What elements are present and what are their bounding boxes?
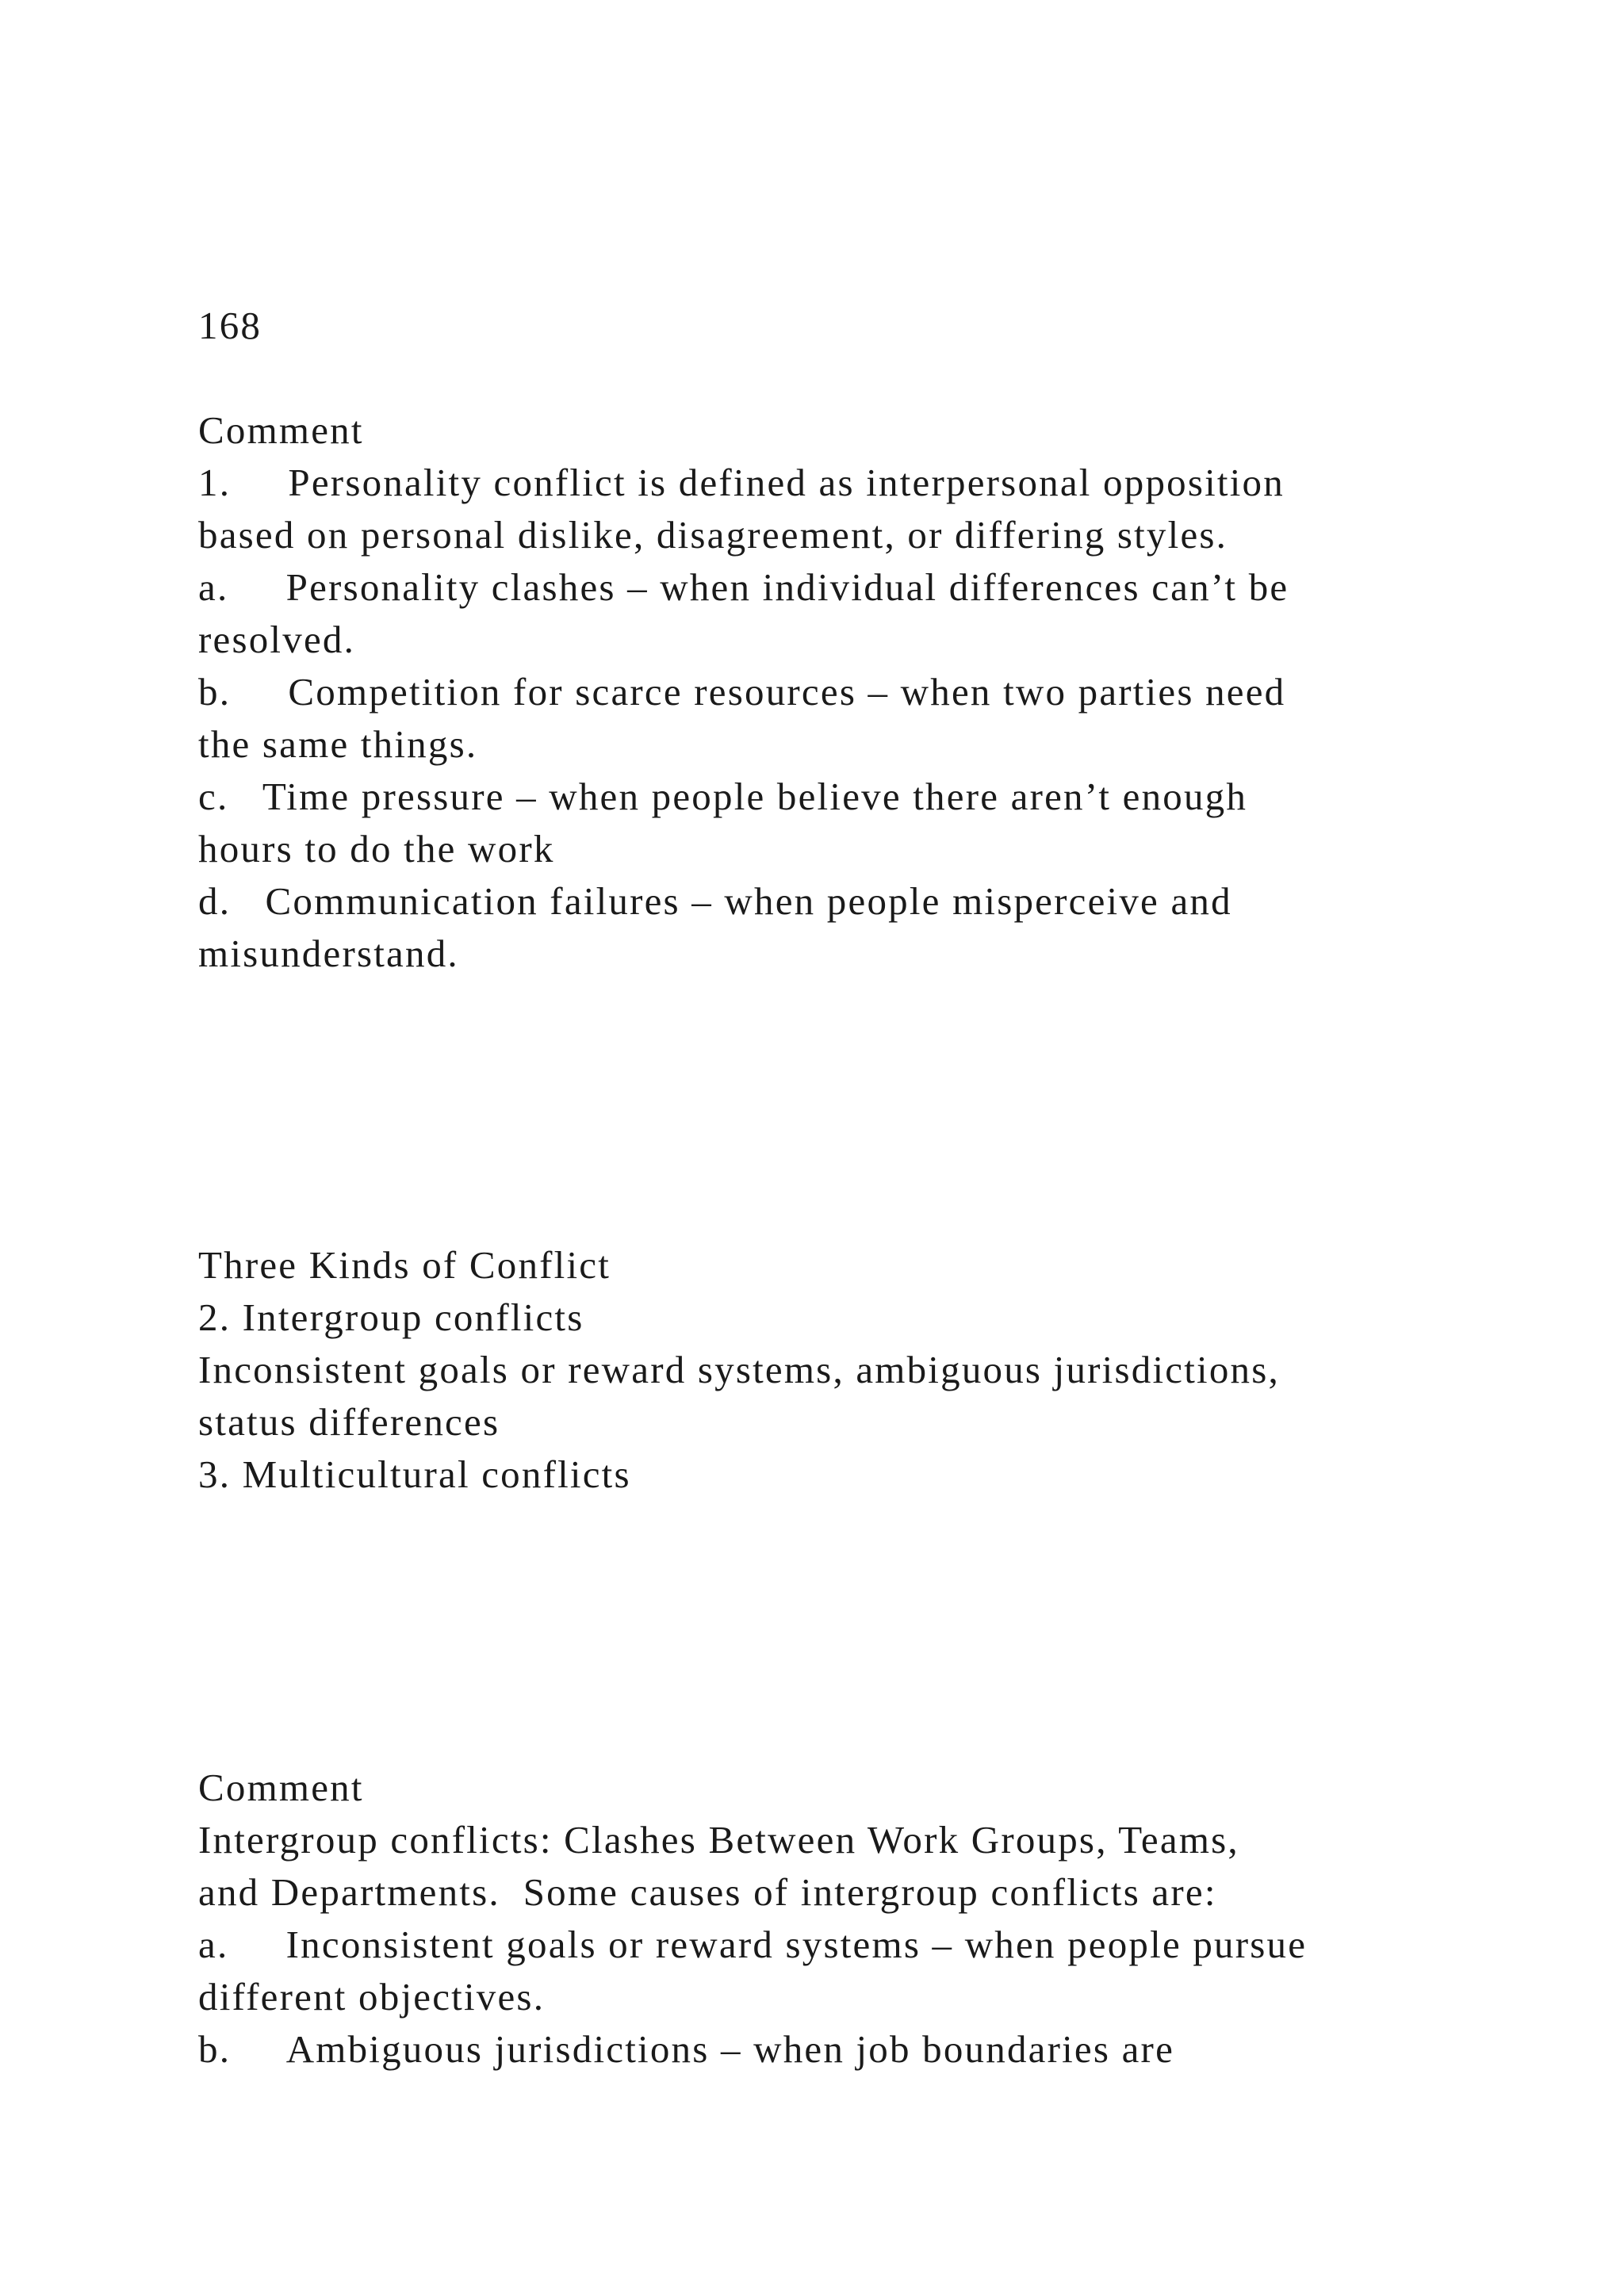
section-1-line: b. Competition for scarce resources – when two parties need [198, 670, 1286, 714]
section-1-line: d. Communication failures – when people misperceive and [198, 879, 1232, 923]
section-1-heading: Comment [198, 408, 364, 452]
section-3-heading: Comment [198, 1766, 364, 1809]
section-1-line: misunderstand. [198, 932, 459, 975]
section-1-line: a. Personality clashes – when individual differences can’t be [198, 565, 1289, 609]
section-2-line: 2. Intergroup conflicts [198, 1295, 584, 1339]
section-2-line: status differences [198, 1400, 500, 1444]
page-number: 168 [198, 304, 262, 347]
section-3-line: different objectives. [198, 1975, 546, 2019]
section-1-line: resolved. [198, 618, 356, 661]
section-1-line: hours to do the work [198, 827, 555, 871]
section-2-heading: Three Kinds of Conflict [198, 1243, 611, 1287]
section-1-line: c. Time pressure – when people believe there aren’t enough [198, 775, 1248, 818]
section-1-line: based on personal dislike, disagreement, or differing styles. [198, 513, 1228, 557]
section-2-line: 3. Multicultural conflicts [198, 1452, 631, 1496]
section-3-line: a. Inconsistent goals or reward systems – when people pursue [198, 1923, 1308, 1966]
section-1-line: the same things. [198, 722, 478, 766]
section-3-line: and Departments. Some causes of intergroup conflicts are: [198, 1870, 1217, 1914]
section-1-line: 1. Personality conflict is defined as interpersonal opposition [198, 461, 1285, 504]
section-2-line: Inconsistent goals or reward systems, ambiguous jurisdictions, [198, 1348, 1280, 1391]
section-3-line: b. Ambiguous jurisdictions – when job boundaries are [198, 2027, 1175, 2071]
section-3-line: Intergroup conflicts: Clashes Between Work Groups, Teams, [198, 1818, 1239, 1862]
